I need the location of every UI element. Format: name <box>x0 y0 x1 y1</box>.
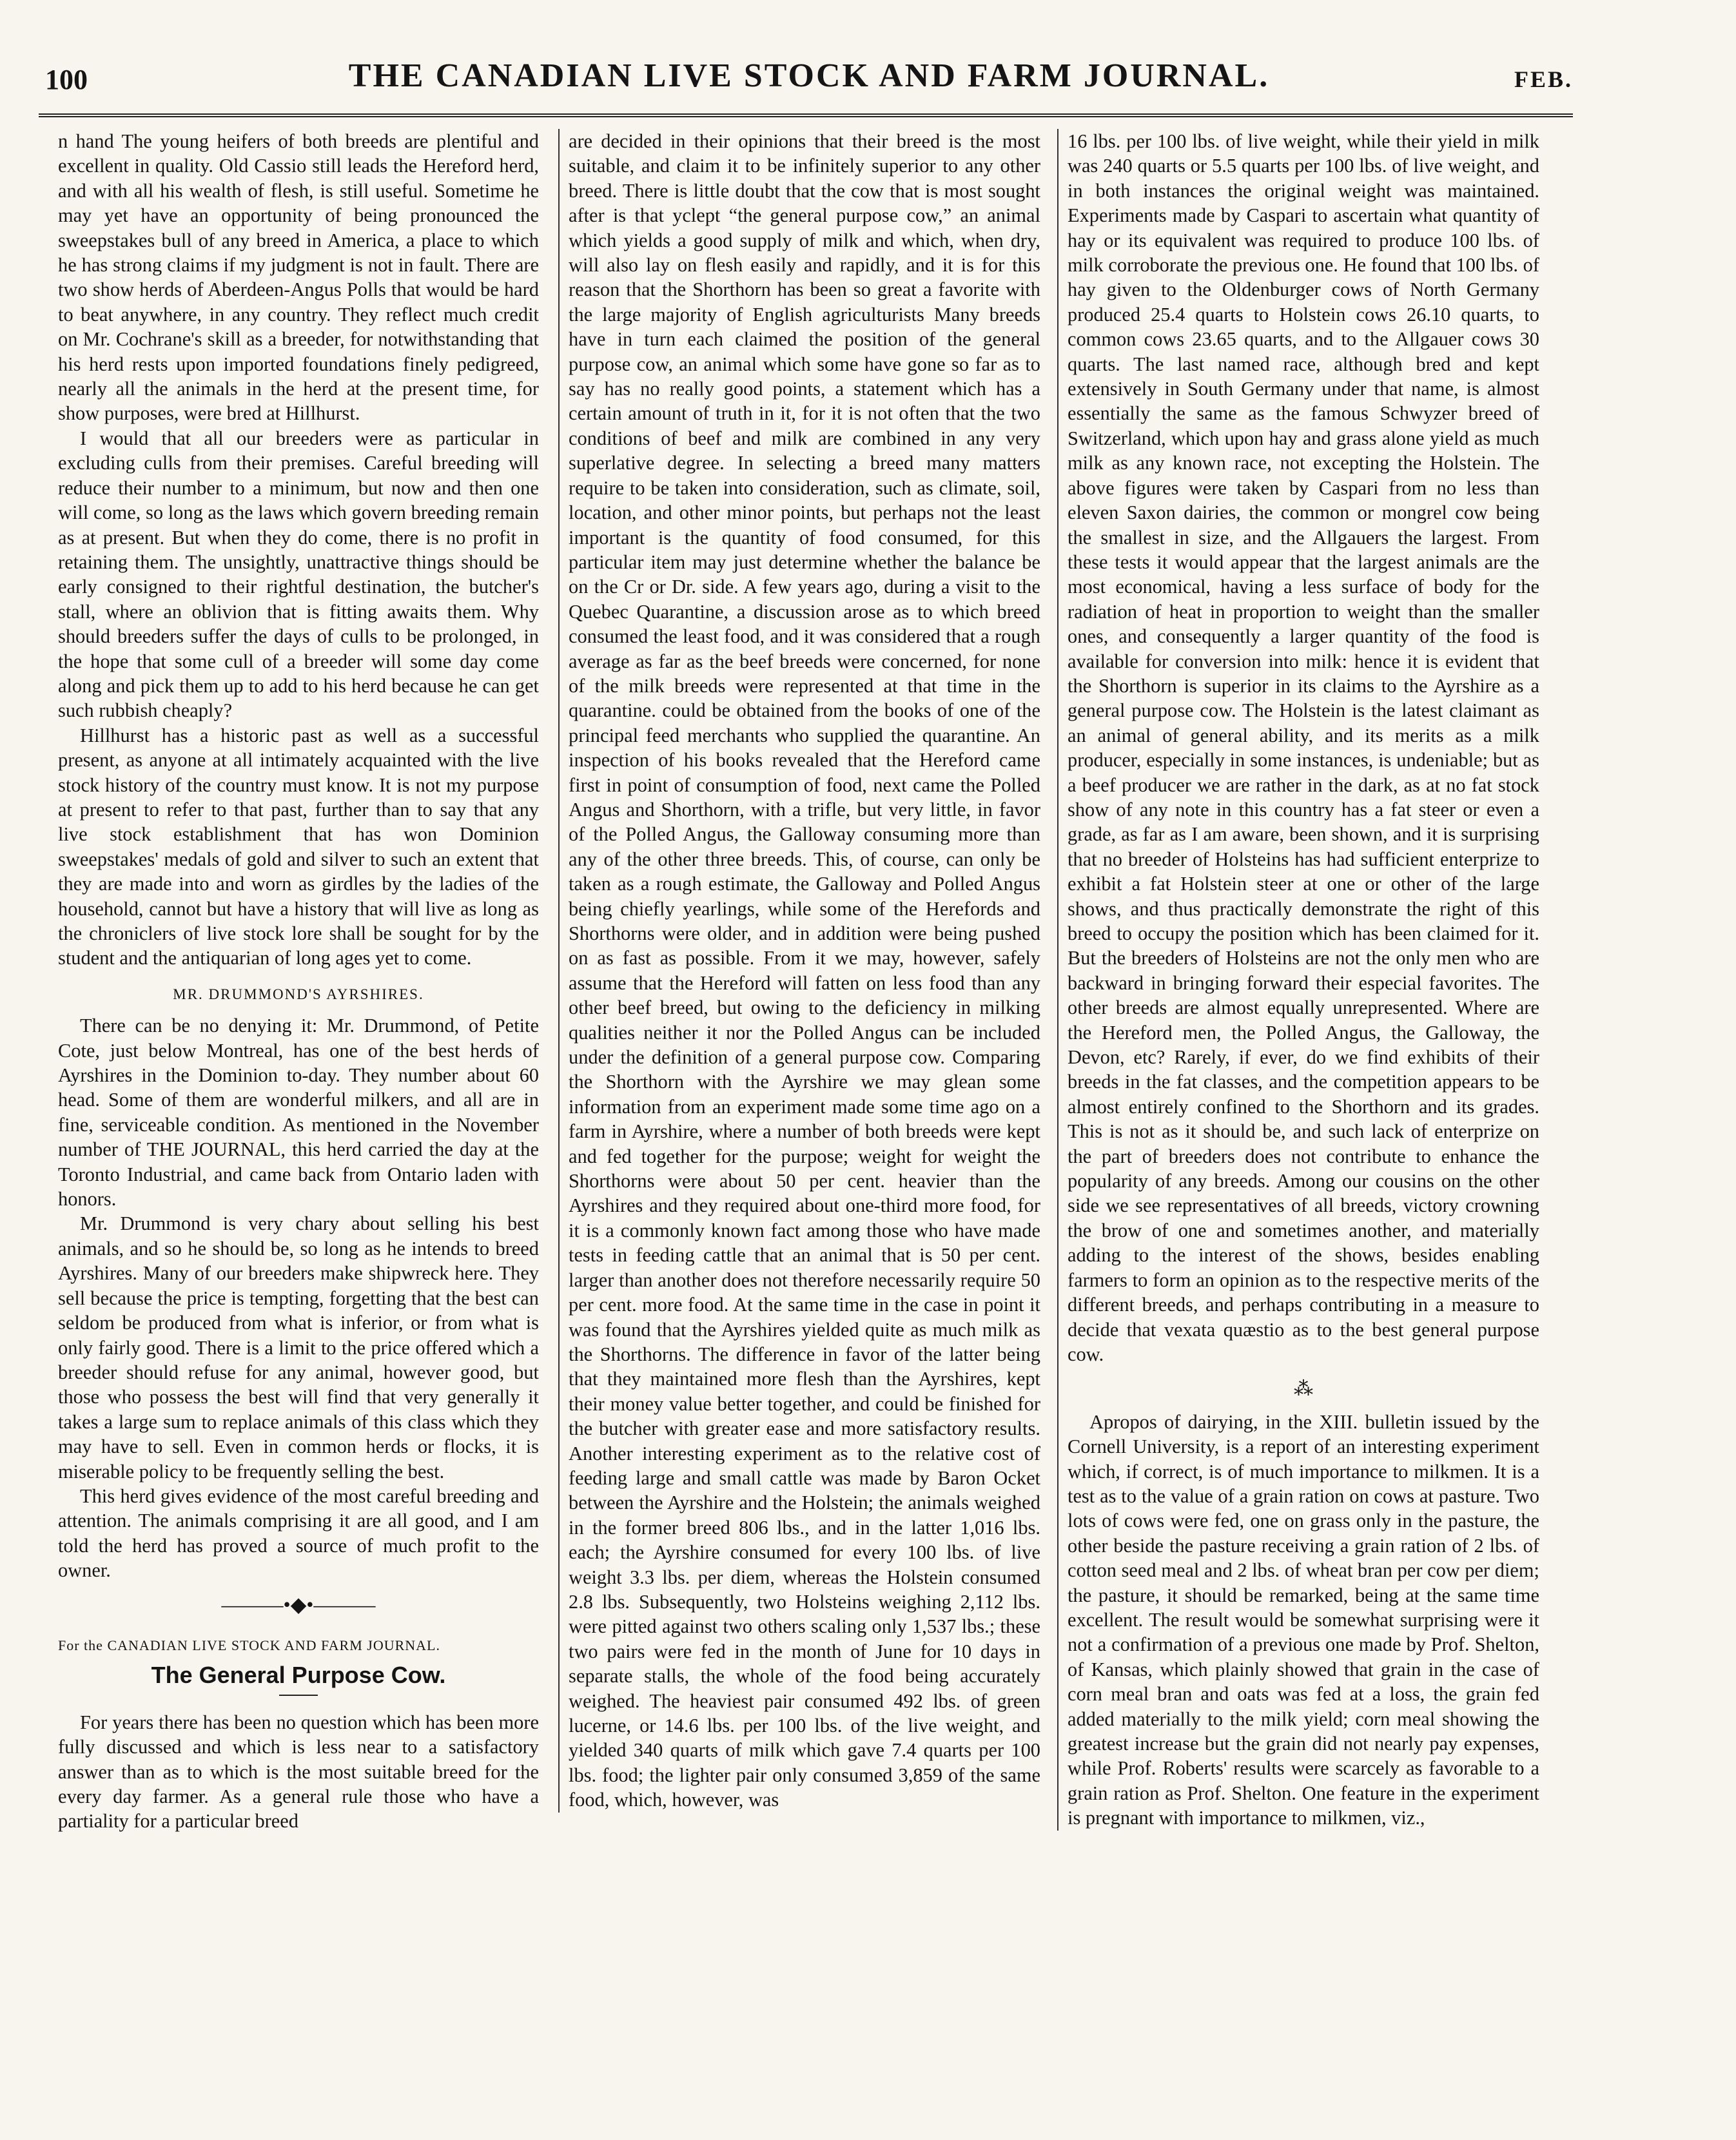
header-rule <box>39 113 1573 117</box>
ornament-divider: ———•◆•——— <box>221 1592 376 1616</box>
paragraph: For years there has been no question which has been more fully discussed and which is less near to a satisfactory answer than as to which is the most suitable breed for the every day farmer. As a general rule those who have a partiality for a particular breed <box>58 1711 539 1833</box>
paragraph: 16 lbs. per 100 lbs. of live weight, while their yield in milk was 240 quarts or 5.5 quarts per 100 lbs. of live weight, and in both instances the original weight was maintained. Experiments made by Caspari to ascertain what quantity of hay or its equivalent was required to produce 100 lbs. of milk corroborate the previous one. He found that 100 lbs. of hay given to the Oldenburger cows of North Germany produced 25.4 quarts to Holstein cows 26.10 quarts, to common cows 23.65 quarts, and to the Allgauer cows 30 quarts. The last named race, although bred and kept extensively in South Germany under that name, is almost essentially the same as the famous Schwyzer breed of Switzerland, which upon hay and grass alone yield as much milk as any known race, not excepting the Holstein. The above figures were taken by Caspari from no less than eleven Saxon dairies, the common or mongrel cow being the smallest in size, and the Allgauers the largest. From these tests it would appear that the largest animals are the most economical, having a less surface of body for the radiation of heat in proportion to weight than the smaller ones, and consequently a larger quantity of the food is available for conversion into milk: hence it is evident that the Shorthorn is superior in its claims to the Ayrshire as a general purpose cow. The Holstein is the latest claimant as an animal of general ability, and its merits as a milk producer, especially in some instances, is undeniable; but as a beef producer we are rather in the dark, as at no fat stock show of any note in this country has a fat steer or even a grade, as far as I am aware, been shown, and it is surprising that no breeder of Holsteins has had sufficient enterprize to exhibit a fat Holstein steer at one or other of the large shows, and thus practically demonstrate the right of this breed to occupy the position which has been claimed for it. But the breeders of Holsteins are not the only men who are backward in bringing forward their especial favorites. The other breeds are almost equally unrepresented. Where are the Hereford men, the Polled Angus, the Galloway, the Devon, etc? Rarely, if ever, do we find exhibits of their breeds in the fat classes, and the competition appears to be almost entirely confined to the Shorthorn and its grades. This is not as it should be, and such lack of enterprize on the part of breeders does not contribute to enhance the popularity of any breeds. Among our cousins on the other side we see representatives of all breeds, victory crowning the brow of one and sometimes another, and materially adding to the interest of the shows, besides enabling farmers to form an opinion as to the respective merits of the different breeds, and perhaps contributing in a measure to decide that vexata quæstio as to the best general purpose cow. <box>1068 130 1539 1365</box>
paragraph: Hillhurst has a historic past as well as a successful present, as anyone at all intimately acquainted with the live stock history of the country must know. It is not my purpose at present to refer to that past, further than to say that any live stock establishment that has won Dominion sweepstakes' medals of gold and silver to such an extent that they are made into and worn as girdles by the ladies of the household, cannot but have a history that will live as long as the chroniclers of live stock lore shall be sought for by the student and the antiquarian of long ages yet to come. <box>58 724 539 969</box>
paragraph: n hand The young heifers of both breeds are plentiful and excellent in quality. Old Cassio still leads the Hereford herd, and with all his wealth of flesh, is still useful. Sometime he may yet have an opportunity of being pronounced the sweepstakes bull of any breed in America, a place to which he has strong claims if my judgment is not in fault. There are two show herds of Aberdeen-Angus Polls that would be hard to beat anywhere, in any country. They reflect much credit on Mr. Cochrane's skill as a breeder, for notwithstanding that his herd rests upon imported foundations finely pedigreed, nearly all the animals in the herd at the present time, for show purposes, were bred at Hillhurst. <box>58 130 539 425</box>
title-rule <box>279 1695 318 1696</box>
paragraph: I would that all our breeders were as particular in excluding culls from their premises. Careful breeding will reduce their number to a minimum, but now and then one will come, so long as the laws which govern breeding remain as at present. But when they do come, there is no profit in retaining them. The unsightly, unattractive things should be early consigned to their rightful destination, the butcher's stall, where an oblivion that is fitting awaits them. Why should breeders suffer the days of culls to be prolonged, in the hope that some cull of a breeder will some day come along and pick them up to add to his herd because he can get such rubbish cheaply? <box>58 427 539 722</box>
column-2 <box>558 129 1040 1813</box>
article-byline: For the CANADIAN LIVE STOCK AND FARM JOURNAL. <box>58 1637 440 1653</box>
paragraph: Mr. Drummond is very chary about selling his best animals, and so he should be, so long as he intends to breed Ayrshires. Many of our breeders make shipwreck here. They sell because the price is tempting, forgetting that the best can seldom be produced from what is inferior, or from what is only fairly good. There is a limit to the price offered which a breeder should refuse for any animal, however good, but those who possess the best will find that very generally it takes a large sum to replace animals of this class which they may have to sell. Even in common herds or flocks, it is miserable policy to be frequently selling the best. <box>58 1212 539 1483</box>
paragraph: This herd gives evidence of the most careful breeding and attention. The animals comprising it are all good, and I am told the herd has proved a source of much profit to the owner. <box>58 1484 539 1582</box>
asterism-divider: ⁂ <box>1294 1378 1313 1400</box>
paragraph: Apropos of dairying, in the XIII. bulletin issued by the Cornell University, is a report of an interesting experiment which, if correct, is of much importance to milkmen. It is a test as to the value of a grain ration on cows at pasture. Two lots of cows were fed, one on grass only in the pasture, the other beside the pasture receiving a grain ration of 2 lbs. of cotton seed meal and 2 lbs. of wheat bran per cow per diem; the pasture, it should be remarked, being at the same time excellent. The result would be somewhat surprising were it not a confirmation of a previous one made by Prof. Shelton, of Kansas, which plainly showed that grain in the case of corn meal bran and oats was fed at a loss, the grain fed added materially to the milk yield; corn meal showing the greatest increase but the grain did not nearly pay expenses, while Prof. Roberts' results were scarcely as favorable to a grain ration as Prof. Shelton. One feature in the experiment is pregnant with importance to milkmen, viz., <box>1068 1410 1539 1829</box>
issue-month: FEB. <box>1514 66 1573 92</box>
column-1 <box>58 129 539 1834</box>
page-header <box>45 57 1573 115</box>
section-heading: MR. DRUMMOND'S AYRSHIRES. <box>173 986 424 1002</box>
column-3 <box>1057 129 1539 1831</box>
paragraph: are decided in their opinions that their breed is the most suitable, and claim it to be infinitely superior to any other breed. There is little doubt that the cow that is most sought after is that yclept “the general purpose cow,” an animal which yields a good supply of milk and which, when dry, will also lay on flesh easily and rapidly, and it is for this reason that the Shorthorn has been so great a favorite with the large majority of English agriculturists Many breeds have in turn each claimed the position of the general purpose cow, an animal which some have gone so far as to say has no really good points, a statement which has a certain amount of truth in it, for it is not often that the two conditions of beef and milk are combined in any very superlative degree. In selecting a breed many matters require to be taken into consideration, such as climate, soil, location, and other minor points, but perhaps not the least important is the quantity of food consumed, for this particular item may just determine whether the balance be on the Cr or Dr. side. A few years ago, during a visit to the Quebec Quarantine, a discussion arose as to which breed consumed the least food, and it was considered that a rough average as far as the beef breeds were concerned, for none of the milk breeds were represented at that time in the quarantine. could be obtained from the books of one of the principal feed merchants who supplied the quarantine. An inspection of his books revealed that the Hereford came first in point of consumption of food, next came the Polled Angus and Shorthorn, with a trifle, but very little, in favor of the Polled Angus, the Galloway consuming more than any of the other three breeds. This, of course, can only be taken as a rough estimate, the Galloway and Polled Angus being chiefly yearlings, while some of the Herefords and Shorthorns were older, and in addition were being pushed on as fast as possible. From it we may, however, safely assume that the Hereford will fatten on less food than any other beef breed, but owing to the deficiency in milking qualities neither it nor the Polled Angus can be included under the definition of a general purpose cow. Comparing the Shorthorn with the Ayrshire we may glean some information from an experiment made some time ago on a farm in Ayrshire, where a number of both breeds were kept and fed together for the purpose; weight for weight the Shorthorns were about 50 per cent. heavier than the Ayrshires and they required about one-third more food, for it is a commonly known fact among those who have made tests in feeding cattle that an animal that is 50 per cent. larger than another does not therefore necessarily require 50 per cent. more food. At the same time in the case in point it was found that the Ayrshires yielded quite as much milk as the Shorthorns. The difference in favor of the latter being that they maintained more flesh than the Ayrshires, kept their money value better together, and could be finished for the butcher with greater ease and more satisfactory results. Another interesting experiment as to the relative cost of feeding large and small cattle was made by Baron Ocket between the Ayrshire and the Holstein; the animals weighed in the former breed 806 lbs., and in the latter 1,016 lbs. each; the Ayrshire consumed for every 100 lbs. of live weight 3.3 lbs. per diem, whereas the Holstein consumed 2.8 lbs. Subsequently, two Holsteins weighing 2,112 lbs. were pitted against two others scaling only 1,537 lbs.; these two pairs were fed in the month of June for 10 days in separate stalls, the whole of the food being accurately weighed. The heaviest pair consumed 492 lbs. of green lucerne, or 14.6 lbs. per 100 lbs. of the live weight, and yielded 340 quarts of milk which gave 7.4 quarts per 100 lbs. food; the lighter pair only consumed 3,859 of the same food, which, however, was <box>569 130 1040 1811</box>
page-number: 100 <box>45 64 88 95</box>
article-title: The General Purpose Cow. <box>151 1662 446 1689</box>
paragraph: There can be no denying it: Mr. Drummond, of Petite Cote, just below Montreal, has one of the best herds of Ayrshires in the Dominion to-day. They number about 60 head. Some of them are wonderful milkers, and all are in fine, serviceable condition. As mentioned in the November number of THE JOURNAL, this herd carried the day at the Toronto Industrial, and came back from Ontario laden with honors. <box>58 1015 539 1211</box>
journal-title: THE CANADIAN LIVE STOCK AND FARM JOURNAL. <box>348 57 1270 94</box>
